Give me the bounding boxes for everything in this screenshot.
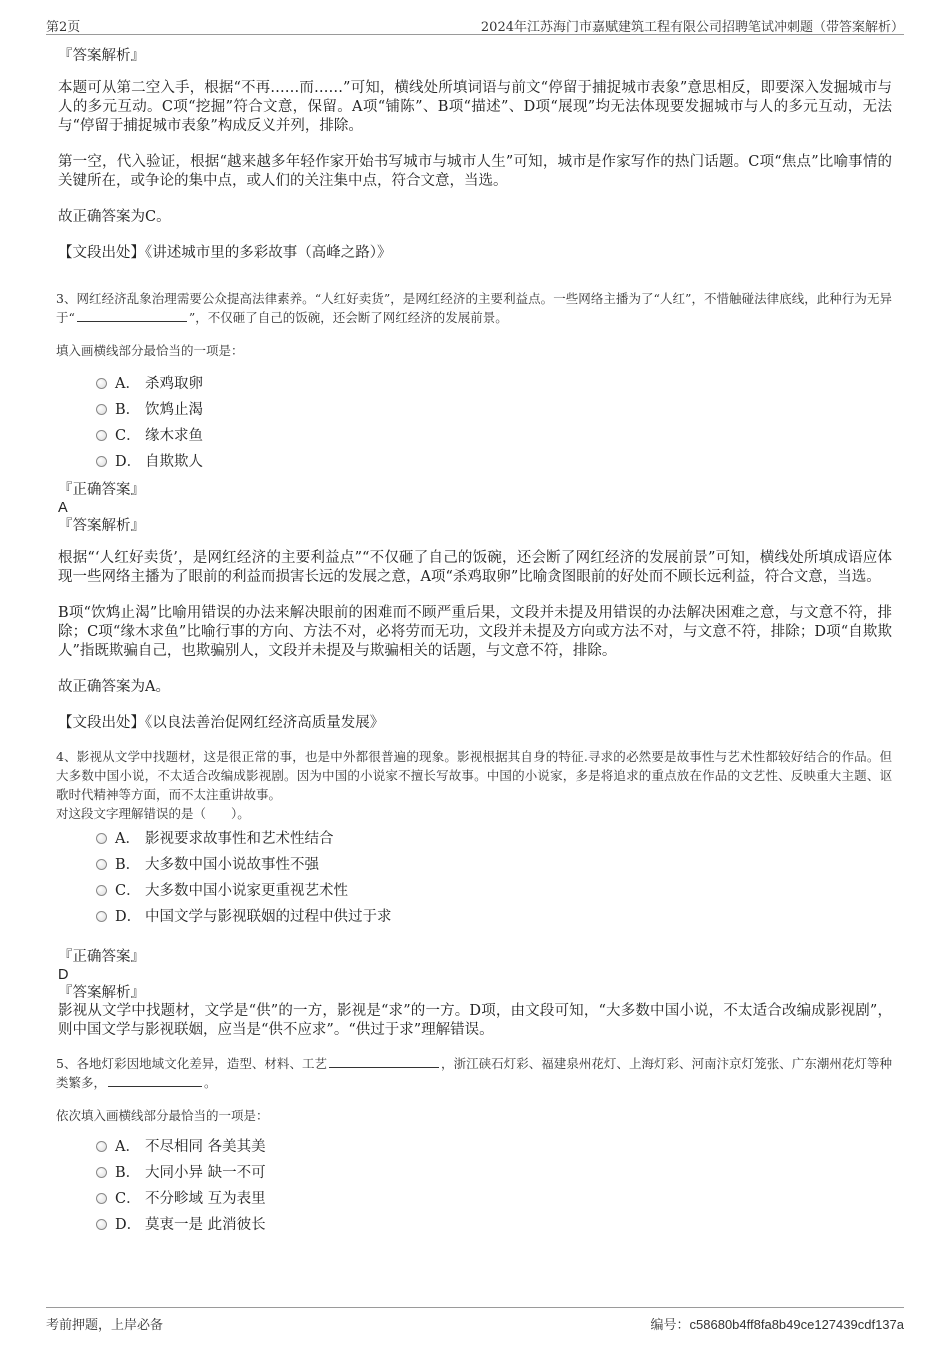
option-letter: D． (115, 1217, 142, 1233)
q4-option-c[interactable] (96, 878, 892, 904)
q5-blank-2 (108, 1074, 202, 1087)
q5-options (96, 1134, 892, 1238)
option-text: 影视要求故事性和艺术性结合 (145, 831, 334, 847)
option-letter: A． (115, 831, 140, 847)
radio-icon[interactable] (96, 833, 107, 844)
option-text: 大多数中国小说故事性不强 (145, 857, 319, 873)
q2-analysis-label: 『答案解析』 (58, 48, 145, 64)
q3-options (96, 371, 892, 475)
q4-answer: D (58, 967, 69, 983)
q3-blank (77, 309, 187, 322)
q5-option-d[interactable] (96, 1212, 892, 1238)
option-text: 杀鸡取卵 (145, 376, 203, 392)
option-letter: B． (115, 1165, 141, 1181)
q5-stem-c: 。 (204, 1075, 217, 1090)
q2-analysis-p1: 本题可从第二空入手，根据“不再……而……”可知，横线处所填词语与前文“停留于捕捉城市表象”意思相反，即要深入发掘城市与人的多元互动。C项“挖掘”符合文意，保留。A项“铺陈”、B项“描述”、D项“展现”均无法体现要发掘城市与人的多元互动，无法与“停留于捕捉城市表象”构成反义并列，排除。 (58, 80, 892, 134)
q3-answer-label: 『正确答案』 (58, 482, 145, 498)
q4-answer-label: 『正确答案』 (58, 949, 145, 965)
q4-option-a[interactable] (96, 826, 892, 852)
q3-analysis-label: 『答案解析』 (58, 518, 145, 534)
q4-prompt: 对这段文字理解错误的是（ ）。 (56, 806, 250, 821)
page-number: 第2页 (46, 20, 81, 35)
footer-slogan: 考前押题，上岸必备 (46, 1318, 164, 1333)
option-letter: D． (115, 909, 142, 925)
q3-option-d[interactable] (96, 449, 892, 475)
option-text: 大同小异 缺一不可 (145, 1165, 266, 1181)
radio-icon[interactable] (96, 859, 107, 870)
radio-icon[interactable] (96, 430, 107, 441)
q5-stem (56, 1054, 892, 1092)
radio-icon[interactable] (96, 378, 107, 389)
q4-option-b[interactable] (96, 852, 892, 878)
q3-stem-a: 3、网红经济乱象治理需要公众提高法律素养。“人红好卖货”，是网红经济的主要利益点。一些网络主播为了“人红”，不惜触碰法律底线，此种行为无异于“ (56, 291, 892, 325)
q3-analysis-p2: B项“饮鸩止渴”比喻用错误的办法来解决眼前的困难而不顾严重后果，文段并未提及用错误的办法解决困难之意，与文意不符，排除；C项“缘木求鱼”比喻行事的方向、方法不对，必将劳而无功，文段并未提及方向或方法不对，与文意不符，排除；D项“自欺欺人”指既欺骗自己，也欺骗别人，文段并未提及与欺骗相关的话题，与文意不符，排除。 (58, 605, 892, 659)
main-content (56, 46, 892, 1238)
q2-analysis-conclusion: 故正确答案为C。 (58, 209, 171, 225)
q5-stem-a: 5、各地灯彩因地域文化差异，造型、材料、工艺 (56, 1056, 328, 1071)
option-letter: B． (115, 402, 141, 418)
page-footer (46, 1307, 904, 1334)
q3-source: 【文段出处】《以良法善治促网红经济高质量发展》 (58, 715, 385, 731)
option-text: 大多数中国小说家更重视艺术性 (145, 883, 348, 899)
document-title: 2024年江苏海门市嘉赋建筑工程有限公司招聘笔试冲刺题（带答案解析） (480, 20, 904, 35)
radio-icon[interactable] (96, 1193, 107, 1204)
document-id-code: c58680b4ff8fa8b49ce127439cdf137a (689, 1317, 904, 1332)
q5-option-a[interactable] (96, 1134, 892, 1160)
option-text: 缘木求鱼 (145, 428, 203, 444)
q3-option-b[interactable] (96, 397, 892, 423)
option-text: 不分畛域 互为表里 (145, 1191, 266, 1207)
q3-analysis-conclusion: 故正确答案为A。 (58, 679, 170, 695)
radio-icon[interactable] (96, 456, 107, 467)
option-text: 中国文学与影视联姻的过程中供过于求 (145, 909, 392, 925)
radio-icon[interactable] (96, 885, 107, 896)
option-letter: A． (115, 376, 140, 392)
q3-option-a[interactable] (96, 371, 892, 397)
radio-icon[interactable] (96, 911, 107, 922)
option-text: 自欺欺人 (145, 454, 203, 470)
q2-analysis-p2: 第一空，代入验证，根据“越来越多年轻作家开始书写城市与城市人生”可知，城市是作家写作的热门话题。C项“焦点”比喻事情的关键所在，或争论的集中点，或人们的关注集中点，符合文意，当选。 (58, 154, 892, 189)
q3-option-c[interactable] (96, 423, 892, 449)
option-letter: C． (115, 1191, 141, 1207)
q3-prompt: 填入画横线部分最恰当的一项是： (56, 343, 244, 358)
option-letter: C． (115, 428, 141, 444)
q3-analysis-p1: 根据“‘人红好卖货’，是网红经济的主要利益点”“不仅砸了自己的饭碗，还会断了网红经济的发展前景”可知，横线处所填成语应体现一些网络主播为了眼前的利益而损害长远的发展之意，A项“杀鸡取卵”比喻贪图眼前的好处而不顾长远利益，符合文意，当选。 (58, 550, 892, 585)
radio-icon[interactable] (96, 1219, 107, 1230)
q5-prompt: 依次填入画横线部分最恰当的一项是： (56, 1108, 269, 1123)
option-letter: D． (115, 454, 142, 470)
q2-source: 【文段出处】《讲述城市里的多彩故事（高峰之路）》 (58, 245, 392, 261)
document-id-label: 编号： (650, 1318, 690, 1333)
option-letter: B． (115, 857, 141, 873)
q5-option-b[interactable] (96, 1160, 892, 1186)
option-letter: C． (115, 883, 141, 899)
page-header (46, 14, 904, 35)
q3-stem (56, 289, 892, 327)
q5-blank-1 (329, 1055, 439, 1068)
document-id (651, 1314, 904, 1333)
q4-options (96, 826, 892, 930)
q3-answer: A (58, 500, 68, 516)
option-text: 不尽相同 各美其美 (145, 1139, 266, 1155)
option-letter: A． (115, 1139, 140, 1155)
option-text: 饮鸩止渴 (145, 402, 203, 418)
q4-analysis-label: 『答案解析』 (58, 985, 145, 1001)
radio-icon[interactable] (96, 1141, 107, 1152)
q4-analysis-p1: 影视从文学中找题材，文学是“供”的一方，影视是“求”的一方。D项，由文段可知，“大多数中国小说，不太适合改编成影视剧”，则中国文学与影视联姻，应当是“供不应求”。“供过于求”理解错误。 (58, 1003, 892, 1038)
q4-option-d[interactable] (96, 904, 892, 930)
q5-option-c[interactable] (96, 1186, 892, 1212)
radio-icon[interactable] (96, 1167, 107, 1178)
option-text: 莫衷一是 此消彼长 (145, 1217, 266, 1233)
q3-stem-b: ”，不仅砸了自己的饭碗，还会断了网红经济的发展前景。 (188, 310, 508, 325)
q4-stem: 4、影视从文学中找题材，这是很正常的事，也是中外都很普遍的现象。影视根据其自身的特征.寻求的必然要是故事性与艺术性都较好结合的作品。但大多数中国小说，不太适合改编成影视剧。因为中国的小说家不擅长写故事。中国的小说家，多是将追求的重点放在作品的文艺性、反映重大主题、讴歌时代精神等方面，而不太注重讲故事。 (56, 749, 892, 802)
q5-stem-b: ，浙江硖石灯彩、福建泉州花灯、上海灯彩、河南汴京灯笼张、广东潮州花灯等种类繁多， (56, 1056, 892, 1090)
radio-icon[interactable] (96, 404, 107, 415)
